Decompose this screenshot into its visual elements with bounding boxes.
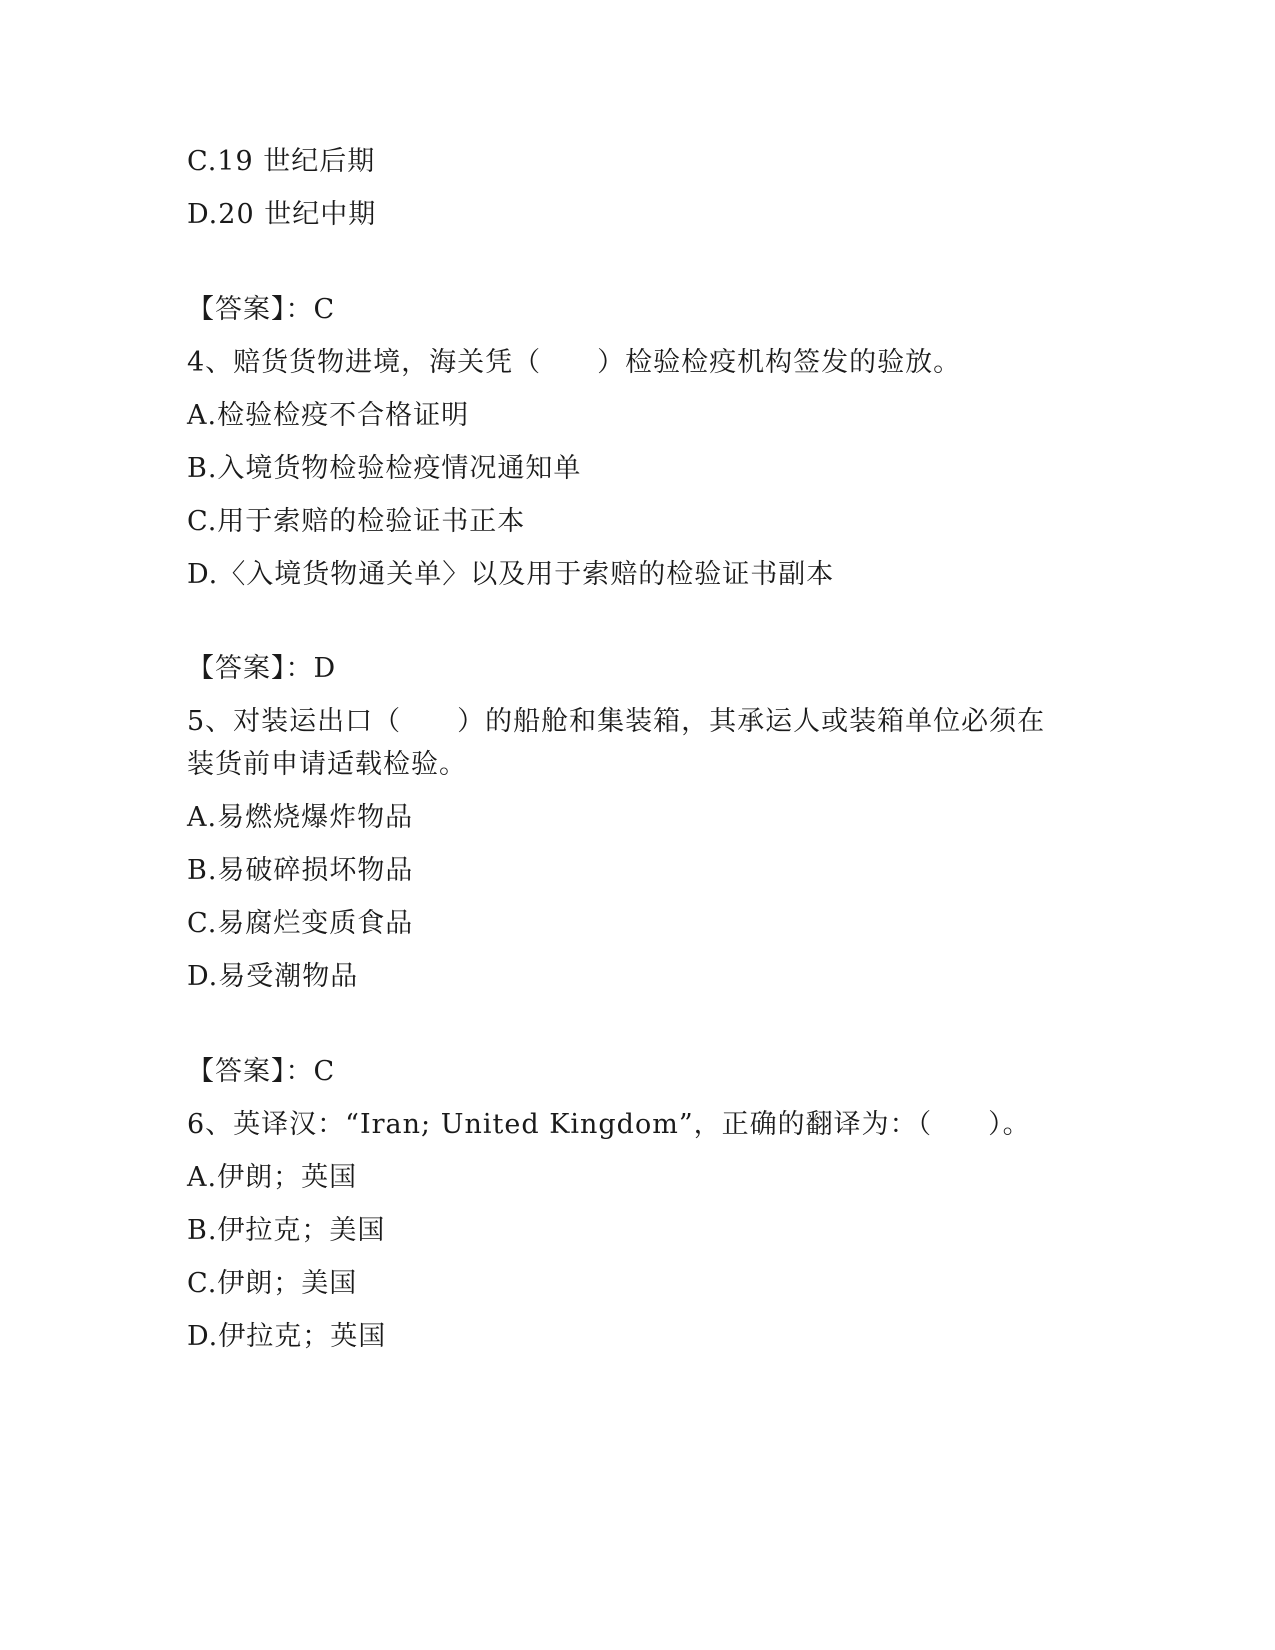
answer-prev: 【答案】：C — [187, 294, 336, 325]
question-5-line-1: 5、对装运出口（ ）的船舱和集装箱，其承运人或装箱单位必须在 — [187, 706, 1046, 737]
q5-option-d: D.易受潮物品 — [187, 961, 359, 992]
q6-option-b: B.伊拉克；美国 — [187, 1215, 386, 1246]
q5-answer: 【答案】：C — [187, 1056, 336, 1087]
option-d-prev: D.20 世纪中期 — [187, 199, 377, 230]
q4-option-b: B.入境货物检验检疫情况通知单 — [187, 453, 582, 484]
question-5-line-2: 装货前申请适载检验。 — [187, 749, 467, 780]
q5-option-b: B.易破碎损坏物品 — [187, 855, 414, 886]
q4-option-c: C.用于索赔的检验证书正本 — [187, 506, 526, 537]
q5-option-a: A.易燃烧爆炸物品 — [187, 802, 414, 833]
question-6: 6、英译汉：“Iran; United Kingdom”，正确的翻译为：（ ）。 — [187, 1109, 1031, 1140]
q4-option-d: D.〈入境货物通关单〉以及用于索赔的检验证书副本 — [187, 559, 835, 590]
q4-option-a: A.检验检疫不合格证明 — [187, 400, 470, 431]
option-c-prev: C.19 世纪后期 — [187, 146, 376, 177]
q5-option-c: C.易腐烂变质食品 — [187, 908, 414, 939]
q6-option-c: C.伊朗；美国 — [187, 1268, 358, 1299]
q4-answer: 【答案】：D — [187, 653, 337, 684]
q6-option-a: A.伊朗；英国 — [187, 1162, 358, 1193]
question-4: 4、赔货货物进境，海关凭（ ）检验检疫机构签发的验放。 — [187, 347, 962, 378]
q6-option-d: D.伊拉克；英国 — [187, 1321, 387, 1352]
